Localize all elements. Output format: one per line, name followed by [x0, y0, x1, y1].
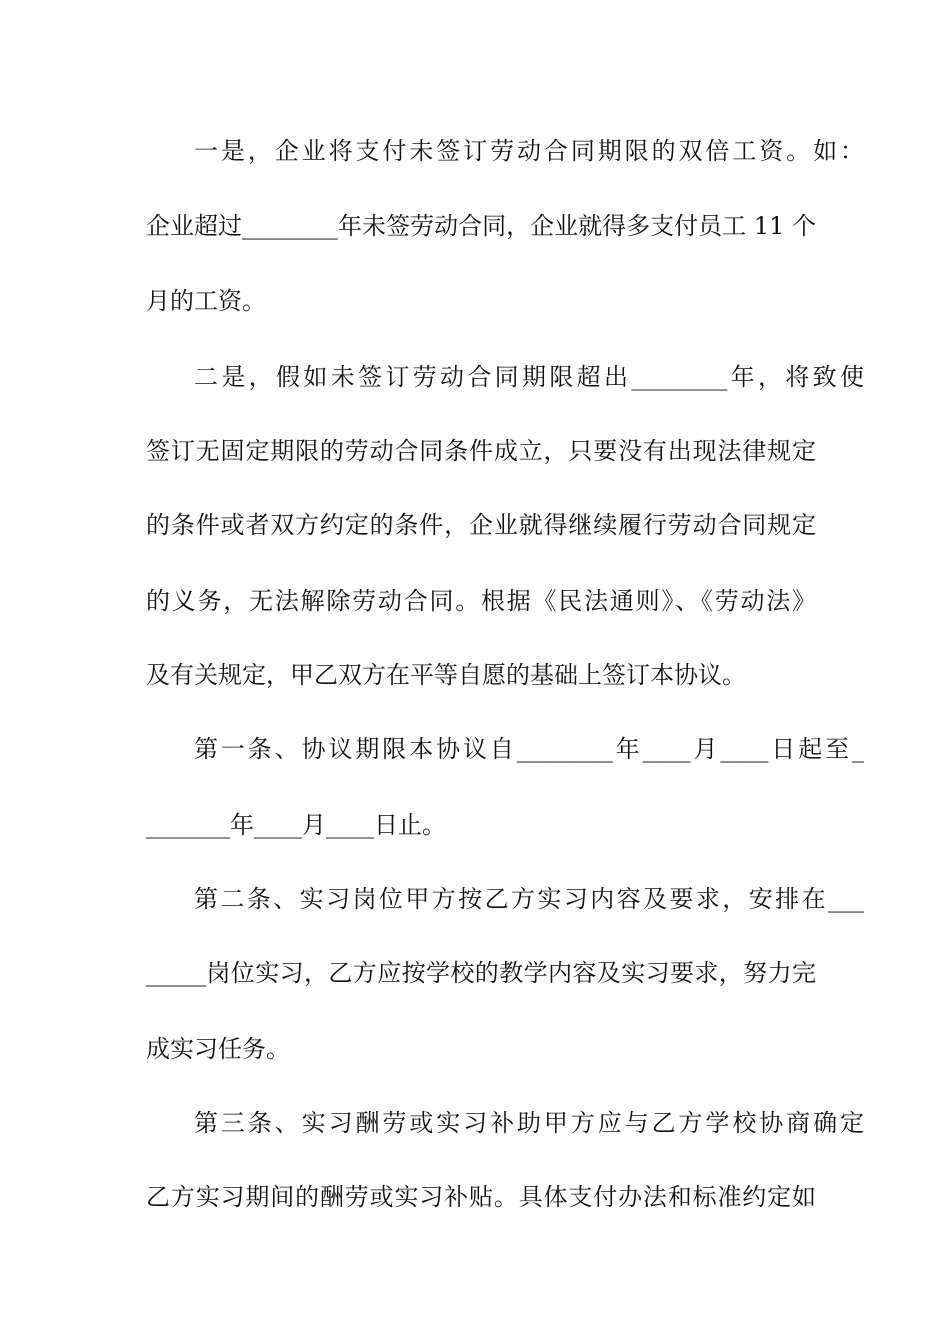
article-3-line-2: 乙方实习期间的酬劳或实习补贴。具体支付办法和标准约定如	[146, 1183, 816, 1211]
paragraph-2-line-3: 的条件或者双方约定的条件，企业就得继续履行劳动合同规定	[146, 511, 816, 539]
paragraph-2-line-5: 及有关规定，甲乙双方在平等自愿的基础上签订本协议。	[146, 661, 746, 689]
article-2-line-2: _____岗位实习，乙方应按学校的教学内容及实习要求，努力完	[146, 959, 816, 987]
paragraph-2-line-2: 签订无固定期限的劳动合同条件成立，只要没有出现法律规定	[146, 437, 816, 465]
paragraph-1-line-1: 一是，企业将支付未签订劳动合同期限的双倍工资。如：	[194, 137, 864, 165]
article-1-line-2: _______年____月____日止。	[146, 811, 446, 839]
paragraph-2-line-4: 的义务，无法解除劳动合同。根据《民法通则》、《劳动法》	[146, 587, 816, 615]
article-2-line-1: 第二条、实习岗位甲方按乙方实习内容及要求，安排在___	[194, 885, 864, 913]
paragraph-2-line-1: 二是，假如未签订劳动合同期限超出________年，将致使	[194, 363, 864, 391]
article-3-line-1: 第三条、实习酬劳或实习补助甲方应与乙方学校协商确定	[194, 1109, 864, 1137]
article-1-line-1: 第一条、协议期限本协议自________年____月____日起至_	[194, 735, 864, 763]
paragraph-1-line-2: 企业超过________年未签劳动合同，企业就得多支付员工 11 个	[146, 212, 816, 240]
paragraph-1-line-3: 月的工资。	[146, 287, 266, 315]
article-2-line-3: 成实习任务。	[146, 1035, 290, 1063]
